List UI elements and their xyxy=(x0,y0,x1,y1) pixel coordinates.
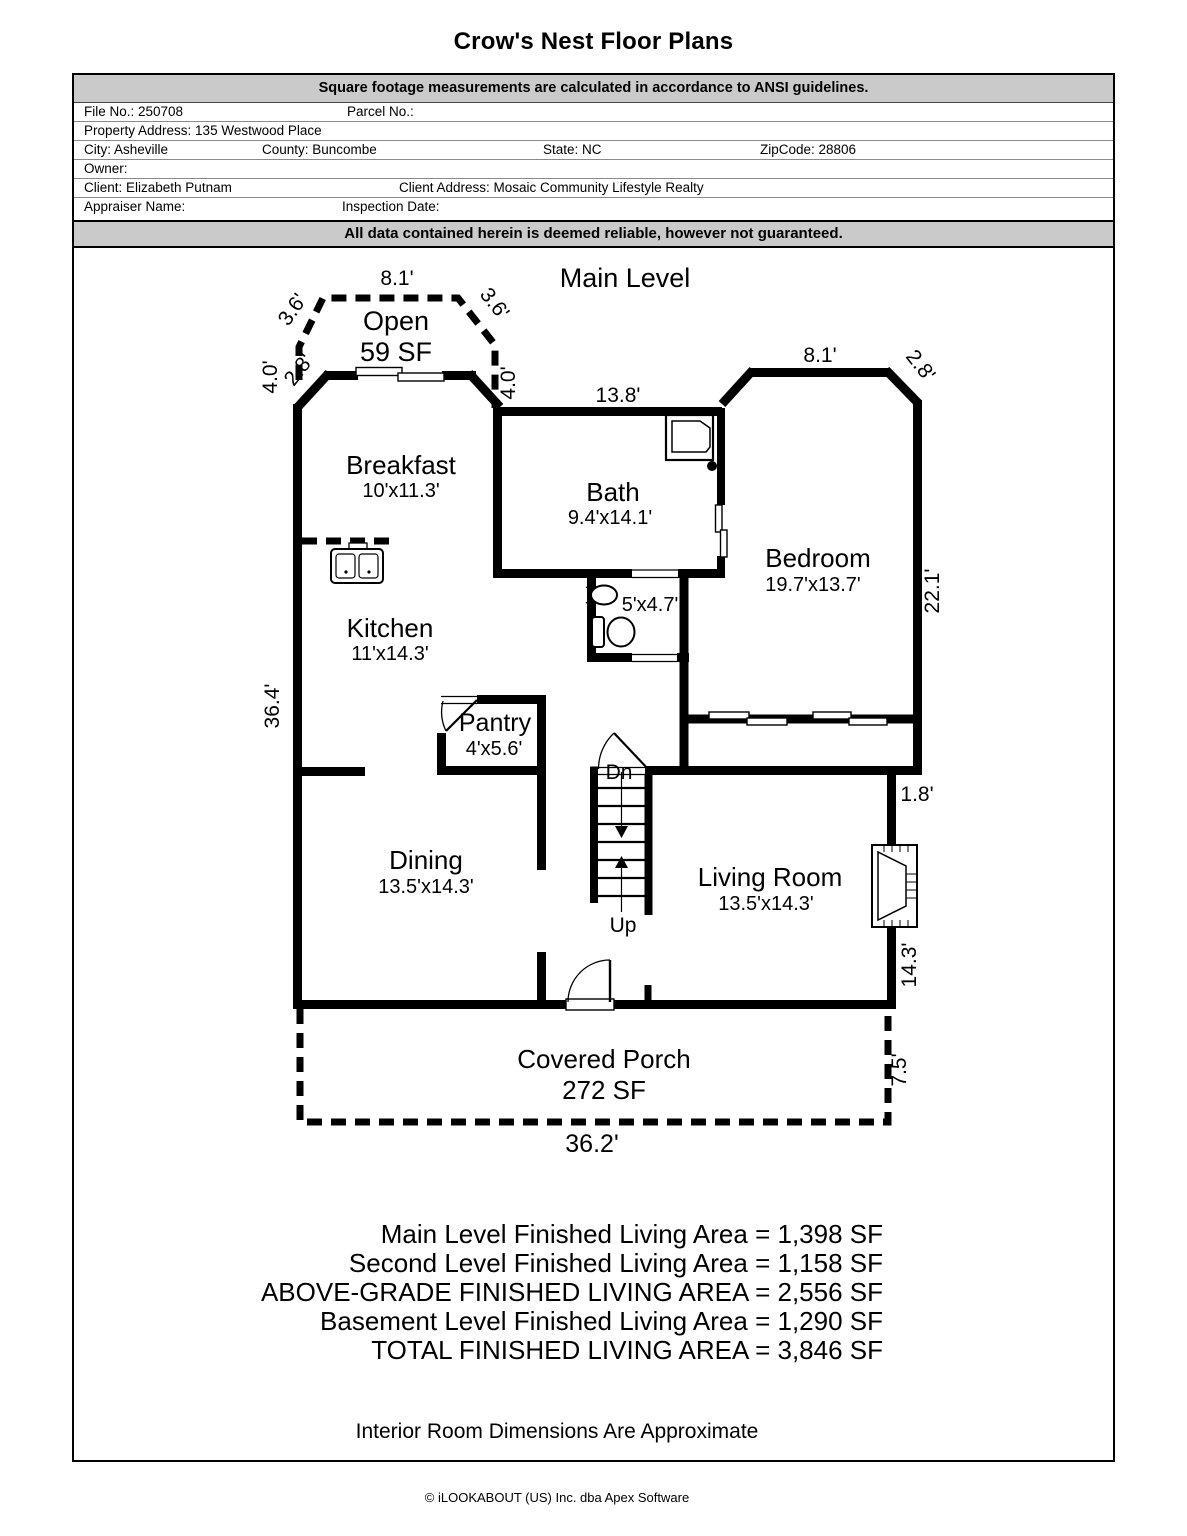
room-pantry: Pantry xyxy=(458,709,532,737)
dim-left-side: 36.4' xyxy=(261,683,284,729)
field-client-address: Client Address: Mosaic Community Lifestyle Realty xyxy=(399,180,704,195)
disclaimer-bar: All data contained herein is deemed reliable, however not guaranteed. xyxy=(74,220,1113,248)
summary-line-total: TOTAL FINISHED LIVING AREA = 3,846 SF xyxy=(371,1335,883,1365)
info-row-owner xyxy=(74,159,1113,179)
room-dining-dims: 13.5'x14.3' xyxy=(378,876,474,898)
field-client: Client: Elizabeth Putnam xyxy=(84,180,232,195)
dim-open-diag-right: 3.6' xyxy=(475,283,514,324)
floor-plan-drawing xyxy=(60,250,1130,1165)
room-kitchen: Kitchen xyxy=(346,613,434,643)
field-county: County: Buncombe xyxy=(262,142,377,157)
room-dining: Dining xyxy=(389,845,463,875)
room-open: Open xyxy=(362,306,430,336)
room-breakfast-dims: 10'x11.3' xyxy=(362,480,440,502)
room-bedroom-dims: 19.7'x13.7' xyxy=(765,574,861,596)
dim-bedroom-angle: 2.8' xyxy=(901,345,940,386)
bath-wc-opening xyxy=(632,569,678,578)
room-bath: Bath xyxy=(586,477,640,507)
info-row-appraiser xyxy=(74,197,1113,218)
field-owner: Owner: xyxy=(84,161,128,176)
stairs-icon xyxy=(598,772,645,912)
front-door-threshold xyxy=(566,999,614,1010)
field-zipcode: ZipCode: 28806 xyxy=(760,142,857,157)
pantry-door-threshold xyxy=(441,696,477,705)
dimensions-note: Interior Room Dimensions Are Approximate xyxy=(355,1420,759,1443)
front-door-icon xyxy=(568,960,610,1002)
breakfast-window-icon xyxy=(356,368,444,382)
room-living-dims: 13.5'x14.3' xyxy=(718,893,814,915)
shower-icon xyxy=(666,415,717,471)
stairs-up-label: Up xyxy=(609,914,637,937)
room-porch: Covered Porch xyxy=(517,1044,691,1074)
field-file-no: File No.: 250708 xyxy=(84,104,184,119)
field-city: City: Asheville xyxy=(84,142,169,157)
bath-window-icon xyxy=(716,505,728,557)
dim-bedroom-depth: 22.1' xyxy=(921,568,944,614)
dim-porch-width: 36.2' xyxy=(565,1130,619,1158)
fireplace-icon xyxy=(872,845,917,927)
dim-open-side-right: 4.0' xyxy=(497,366,520,400)
wc-hall-opening xyxy=(632,653,677,662)
dim-bay-angle-left: 2.8' xyxy=(279,349,319,391)
dim-open-width: 8.1' xyxy=(380,267,414,290)
info-row-city xyxy=(74,140,1113,160)
room-kitchen-dims: 11'x14.3' xyxy=(351,643,429,665)
summary-line-second: Second Level Finished Living Area = 1,158 SF xyxy=(348,1248,883,1278)
field-parcel-no: Parcel No.: xyxy=(347,104,414,119)
field-appraiser-name: Appraiser Name: xyxy=(84,199,186,214)
info-row-address xyxy=(74,121,1113,141)
info-row-client xyxy=(74,178,1113,198)
field-property-address: Property Address: 135 Westwood Place xyxy=(84,123,322,138)
copyright-footer: © iLOOKABOUT (US) Inc. dba Apex Software xyxy=(424,1490,690,1505)
plan-labels xyxy=(259,263,944,1158)
room-bedroom: Bedroom xyxy=(765,543,871,573)
room-porch-area: 272 SF xyxy=(562,1075,646,1105)
info-row-file xyxy=(74,102,1113,122)
field-inspection-date: Inspection Date: xyxy=(342,199,440,214)
summary-line-basement: Basement Level Finished Living Area = 1,290 SF xyxy=(320,1306,883,1336)
ansi-banner: Square footage measurements are calculated in accordance to ANSI guidelines. xyxy=(74,75,1113,103)
level-title: Main Level xyxy=(559,263,691,293)
summary-line-main: Main Level Finished Living Area = 1,398 SF xyxy=(380,1219,883,1249)
dim-porch-depth: 7.5' xyxy=(888,1053,911,1087)
dim-open-side-left: 4.0' xyxy=(259,360,282,394)
field-state: State: NC xyxy=(543,142,602,157)
dim-wall-jog: 1.8' xyxy=(900,783,934,806)
dim-bedroom-width: 8.1' xyxy=(803,344,837,367)
room-open-area: 59 SF xyxy=(359,337,433,367)
page-title: Crow's Nest Floor Plans xyxy=(453,28,734,55)
dim-bath-width: 13.8' xyxy=(595,384,641,407)
room-bath-dims: 9.4'x14.1' xyxy=(567,507,653,529)
room-breakfast: Breakfast xyxy=(346,450,456,480)
room-living: Living Room xyxy=(697,862,843,892)
summary-line-above: ABOVE-GRADE FINISHED LIVING AREA = 2,556 SF xyxy=(260,1277,883,1307)
kitchen-sink-icon xyxy=(331,543,383,583)
dim-open-diag-left: 3.6' xyxy=(273,289,312,330)
room-wc-dims: 5'x4.7' xyxy=(621,594,679,616)
stairs-down-label: Dn xyxy=(605,761,633,784)
room-pantry-dims: 4'x5.6' xyxy=(465,738,523,760)
toilet-icon xyxy=(592,617,635,647)
dim-living-side: 14.3' xyxy=(898,942,921,988)
living-area-summary xyxy=(72,1220,883,1365)
